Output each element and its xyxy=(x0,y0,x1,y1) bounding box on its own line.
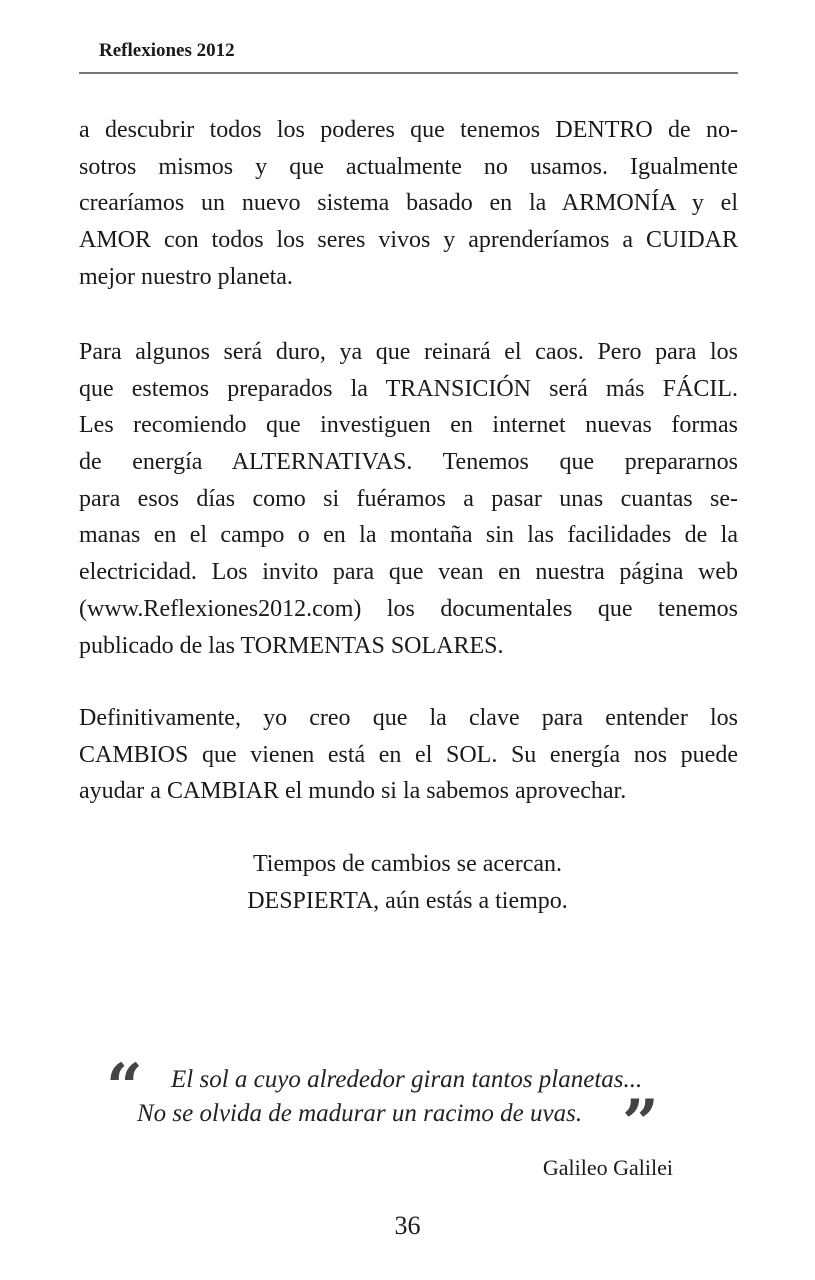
text-line: que estemos preparados la TRANSICIÓN será más FÁCIL. xyxy=(79,375,738,402)
paragraph-1 xyxy=(79,112,738,295)
text-line: Les recomiendo que investiguen en internet nuevas formas xyxy=(79,412,738,439)
closing-lines xyxy=(0,846,815,920)
text-line: electricidad. Los invito para que vean en nuestra página web xyxy=(79,559,738,586)
text-line: crearíamos un nuevo sistema basado en la ARMONÍA y el xyxy=(79,190,738,217)
text-line: CAMBIOS que vienen está en el SOL. Su energía nos puede xyxy=(79,741,738,768)
running-header: Reflexiones 2012 xyxy=(99,40,235,61)
paragraph-3 xyxy=(79,700,738,810)
text-line: mejor nuestro planeta. xyxy=(79,263,293,290)
text-line: AMOR con todos los seres vivos y aprenderíamos a CUIDAR xyxy=(79,227,738,254)
text-line: ayudar a CAMBIAR el mundo si la sabemos aprovechar. xyxy=(79,778,627,805)
page-number: 36 xyxy=(394,1211,421,1240)
text-line: para esos días como si fuéramos a pasar unas cuantas se- xyxy=(79,485,738,512)
text-line: manas en el campo o en la montaña sin las facilidades de la xyxy=(79,522,738,549)
open-quote-icon: “ xyxy=(106,1050,143,1125)
close-quote-icon: ” xyxy=(622,1086,659,1161)
paragraph-2 xyxy=(79,334,738,664)
text-line: Para algunos será duro, ya que reinará el caos. Pero para los xyxy=(79,339,738,365)
quote-author: Galileo Galilei xyxy=(542,1155,673,1180)
text-line: de energía ALTERNATIVAS. Tenemos que prepararnos xyxy=(79,449,738,476)
text-line: (www.Reflexiones2012.com) los documentales que tenemos xyxy=(79,595,738,622)
quote-line: El sol a cuyo alrededor giran tantos planetas... xyxy=(171,1066,643,1093)
text-line: publicado de las TORMENTAS SOLARES. xyxy=(79,632,504,659)
text-line: sotros mismos y que actualmente no usamos. Igualmente xyxy=(79,153,738,180)
text-line: a descubrir todos los poderes que tenemos DENTRO de no- xyxy=(79,117,738,143)
closing-line: DESPIERTA, aún estás a tiempo. xyxy=(247,888,568,914)
text-line: Definitivamente, yo creo que la clave para entender los xyxy=(79,705,738,731)
quote-line: No se olvida de madurar un racimo de uvas. xyxy=(137,1100,583,1127)
header-divider xyxy=(79,72,738,74)
closing-line: Tiempos de cambios se acercan. xyxy=(252,851,563,877)
